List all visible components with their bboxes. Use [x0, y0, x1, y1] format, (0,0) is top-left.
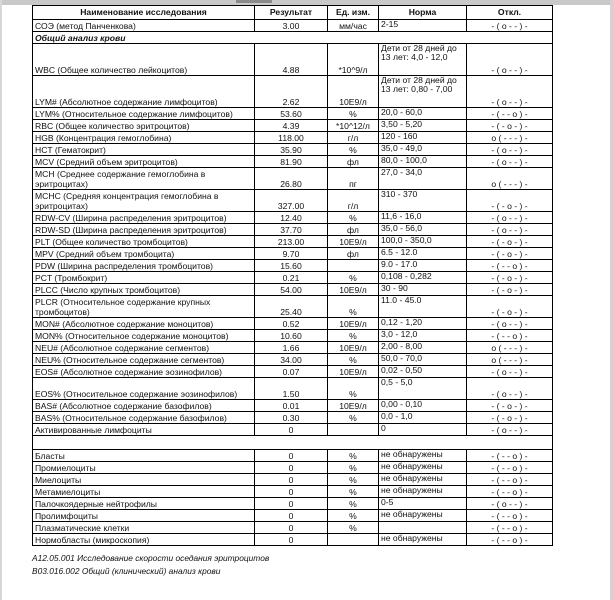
cell-name: PDW (Ширина распределения тромбоцитов) — [33, 260, 255, 272]
cell-unit: 10E9/л — [328, 318, 379, 330]
cell-deviation: - ( - o - ) - — [467, 236, 553, 248]
cell-norm: 3,50 - 5,20 — [379, 120, 467, 132]
cell-name: RDW-SD (Ширина распределения эритроцитов) — [33, 224, 255, 236]
cell-norm: 11,6 - 16,0 — [379, 212, 467, 224]
cell-name: BAS% (Относительное содержание базофилов) — [33, 412, 255, 424]
cell-unit: фл — [328, 248, 379, 260]
cell-unit — [328, 534, 379, 546]
header-norm: Норма — [379, 6, 467, 20]
cell-unit: 10E9/л — [328, 400, 379, 412]
cell-deviation: - ( o - - ) - — [467, 44, 553, 76]
section-title-row — [33, 32, 553, 44]
cell-unit: 10E9/л — [328, 284, 379, 296]
cell-result: 0 — [255, 534, 328, 546]
cell-name: EOS# (Абсолютное содержание эозинофилов) — [33, 366, 255, 378]
cell-unit: % — [328, 144, 379, 156]
cell-name: NEU% (Относительное содержание сегментов) — [33, 354, 255, 366]
table-row-soe — [33, 20, 553, 32]
cell-result: 0 — [255, 522, 328, 534]
cell-result: 37.70 — [255, 224, 328, 236]
table-row — [33, 510, 553, 522]
cell-name: LYM% (Относительное содержание лимфоцитов) — [33, 108, 255, 120]
cell-deviation: - ( o - - ) - — [467, 318, 553, 330]
cell-deviation: - ( o - - ) - — [467, 156, 553, 168]
cell-name: EOS% (Относительное содержание эозинофилов) — [33, 378, 255, 400]
cell-deviation: - ( - - o ) - — [467, 486, 553, 498]
cell-deviation: - ( - - o ) - — [467, 108, 553, 120]
cell-unit: % — [328, 522, 379, 534]
table-row — [33, 474, 553, 486]
table-row — [33, 44, 553, 76]
cell-unit: % — [328, 212, 379, 224]
cell-result: 4.39 — [255, 120, 328, 132]
cell-unit: 10E9/л — [328, 342, 379, 354]
cell-deviation: - ( - - o ) - — [467, 474, 553, 486]
cell-name: MON# (Абсолютное содержание моноцитов) — [33, 318, 255, 330]
cell-result: 26.80 — [255, 168, 328, 190]
cell-deviation: - ( - - o ) - — [467, 330, 553, 342]
cell-norm: 100,0 - 350,0 — [379, 236, 467, 248]
cell-name: Бласты — [33, 450, 255, 462]
table-row — [33, 534, 553, 546]
cell-unit — [328, 424, 379, 436]
cell-deviation: - ( o - - ) - — [467, 224, 553, 236]
cell-result: 0.21 — [255, 272, 328, 284]
cell-name: WBC (Общее количество лейкоцитов) — [33, 44, 255, 76]
cell-result: 3.00 — [255, 20, 328, 32]
cell-deviation: - ( - - o ) - — [467, 462, 553, 474]
cell-unit: % — [328, 378, 379, 400]
header-name: Наименование исследования — [33, 6, 255, 20]
cell-unit: % — [328, 412, 379, 424]
table-row — [33, 168, 553, 190]
cell-name: RBC (Общее количество эритроцитов) — [33, 120, 255, 132]
spacer-cell — [33, 436, 553, 450]
cell-norm: 0,5 - 5,0 — [379, 378, 467, 400]
cell-norm: 0,00 - 0,10 — [379, 400, 467, 412]
table-row — [33, 156, 553, 168]
table-row — [33, 366, 553, 378]
cell-deviation: - ( - - o ) - — [467, 534, 553, 546]
cell-norm: 27,0 - 34,0 — [379, 168, 467, 190]
cell-unit: 10E9/л — [328, 366, 379, 378]
cell-deviation: - ( - o - ) - — [467, 190, 553, 212]
cell-name: Нормобласты (микроскопия) — [33, 534, 255, 546]
cell-unit: г/л — [328, 132, 379, 144]
footer-line-1: A12.05.001 Исследование скорости оседания эритроцитов — [32, 553, 270, 563]
cell-norm: не обнаружены — [379, 510, 467, 522]
table-row — [33, 144, 553, 156]
cell-norm: 2,00 - 8,00 — [379, 342, 467, 354]
table-row — [33, 450, 553, 462]
table-spacer-row — [33, 436, 553, 450]
cell-name: Промиелоциты — [33, 462, 255, 474]
cell-norm — [379, 522, 467, 534]
cell-result: 0.07 — [255, 366, 328, 378]
cell-norm: 6.5 - 12.0 — [379, 248, 467, 260]
cell-norm: 0,108 - 0,282 — [379, 272, 467, 284]
cell-norm: 120 - 160 — [379, 132, 467, 144]
cell-unit — [328, 260, 379, 272]
cell-norm: 80,0 - 100,0 — [379, 156, 467, 168]
cell-result: 9.70 — [255, 248, 328, 260]
cell-norm: 20,0 - 60,0 — [379, 108, 467, 120]
table-row — [33, 522, 553, 534]
cell-norm: не обнаружены — [379, 534, 467, 546]
cell-unit: фл — [328, 156, 379, 168]
footer-line-2: B03.016.002 Общий (клинический) анализ крови — [32, 566, 221, 576]
table-row — [33, 424, 553, 436]
cell-norm: 30 - 90 — [379, 284, 467, 296]
cell-name: PCT (Тромбокрит) — [33, 272, 255, 284]
cell-name: BAS# (Абсолютное содержание базофилов) — [33, 400, 255, 412]
cell-deviation: - ( - o - ) - — [467, 272, 553, 284]
cell-result: 15.60 — [255, 260, 328, 272]
table-row — [33, 378, 553, 400]
cell-name: Пролимфоциты — [33, 510, 255, 522]
cell-name: Плазматические клетки — [33, 522, 255, 534]
table-row — [33, 236, 553, 248]
table-row — [33, 190, 553, 212]
cell-unit: фл — [328, 224, 379, 236]
table-row — [33, 400, 553, 412]
cell-result: 10.60 — [255, 330, 328, 342]
cell-unit: % — [328, 462, 379, 474]
cell-deviation: o ( - - - ) - — [467, 342, 553, 354]
cell-deviation: - ( o - - ) - — [467, 144, 553, 156]
table-row — [33, 260, 553, 272]
cell-unit: пг — [328, 168, 379, 190]
cell-result: 12.40 — [255, 212, 328, 224]
cell-result: 35.90 — [255, 144, 328, 156]
cell-unit: % — [328, 474, 379, 486]
table-row — [33, 248, 553, 260]
cell-name: MCV (Средний объем эритроцитов) — [33, 156, 255, 168]
table-row — [33, 108, 553, 120]
cell-name: NEU# (Абсолютное содержание сегментов) — [33, 342, 255, 354]
cell-unit: % — [328, 498, 379, 510]
cell-norm: 9.0 - 17.0 — [379, 260, 467, 272]
cell-deviation: - ( - o - ) - — [467, 412, 553, 424]
table-row — [33, 296, 553, 318]
table-row — [33, 412, 553, 424]
cell-unit: % — [328, 296, 379, 318]
cell-name: MCHC (Средняя концентрация гемоглобина в эритроцитах) — [33, 190, 255, 212]
cell-deviation: - ( o - - ) - — [467, 378, 553, 400]
cell-deviation: - ( - o - ) - — [467, 296, 553, 318]
left-edge — [0, 0, 2, 600]
table-row — [33, 318, 553, 330]
report-footer — [32, 552, 600, 578]
header-unit: Ед. изм. — [328, 6, 379, 20]
cell-deviation: - ( o - - ) - — [467, 424, 553, 436]
cell-norm: 35,0 - 49,0 — [379, 144, 467, 156]
cell-norm: 11.0 - 45.0 — [379, 296, 467, 318]
cell-name: HGB (Концентрация гемоглобина) — [33, 132, 255, 144]
cell-unit: *10^12/л — [328, 120, 379, 132]
cell-name: MCH (Среднее содержание гемоглобина в эритроцитах) — [33, 168, 255, 190]
table-row — [33, 120, 553, 132]
cell-name: Метамиелоциты — [33, 486, 255, 498]
cell-unit: % — [328, 272, 379, 284]
cell-result: 0 — [255, 450, 328, 462]
cell-result: 1.66 — [255, 342, 328, 354]
cell-deviation: - ( o - - ) - — [467, 20, 553, 32]
cell-norm: не обнаружены — [379, 450, 467, 462]
table-row — [33, 342, 553, 354]
cell-result: 25.40 — [255, 296, 328, 318]
cell-result: 53.60 — [255, 108, 328, 120]
cell-deviation: - ( o - - ) - — [467, 366, 553, 378]
cell-result: 0 — [255, 474, 328, 486]
cell-norm: 0,0 - 1,0 — [379, 412, 467, 424]
cell-norm: Дети от 28 дней до 13 лет: 0,80 - 7,00 — [379, 76, 467, 108]
cell-deviation: o ( - - - ) - — [467, 168, 553, 190]
cell-unit: 10E9/л — [328, 76, 379, 108]
table-row — [33, 462, 553, 474]
cell-name: RDW-CV (Ширина распределения эритроцитов) — [33, 212, 255, 224]
cell-norm: не обнаружены — [379, 486, 467, 498]
cell-deviation: - ( - o - ) - — [467, 120, 553, 132]
cell-unit: % — [328, 330, 379, 342]
cell-unit: г/л — [328, 190, 379, 212]
cell-deviation: - ( - o - ) - — [467, 248, 553, 260]
lab-report-sheet — [32, 5, 600, 578]
cell-result: 0 — [255, 498, 328, 510]
cell-norm: 0,02 - 0,50 — [379, 366, 467, 378]
cell-unit: % — [328, 108, 379, 120]
table-row — [33, 212, 553, 224]
cell-name: СОЭ (метод Панченкова) — [33, 20, 255, 32]
table-row — [33, 272, 553, 284]
cell-unit: % — [328, 354, 379, 366]
cell-deviation: - ( - - o ) - — [467, 522, 553, 534]
cell-deviation: - ( - - o ) - — [467, 510, 553, 522]
cell-name: HCT (Гематокрит) — [33, 144, 255, 156]
cell-norm: не обнаружены — [379, 462, 467, 474]
cell-unit: мм/час — [328, 20, 379, 32]
cell-name: Палочкоядерные нейтрофилы — [33, 498, 255, 510]
cell-deviation: o ( - - - ) - — [467, 354, 553, 366]
cell-unit: % — [328, 510, 379, 522]
cell-norm: 50,0 - 70,0 — [379, 354, 467, 366]
cell-norm: 0-5 — [379, 498, 467, 510]
cell-result: 0 — [255, 424, 328, 436]
top-edge-mark — [236, 0, 272, 3]
cell-norm: 0 — [379, 424, 467, 436]
cell-result: 327.00 — [255, 190, 328, 212]
table-row — [33, 498, 553, 510]
cell-unit: *10^9/л — [328, 44, 379, 76]
cell-name: PLCC (Число крупных тромбоцитов) — [33, 284, 255, 296]
cell-result: 0 — [255, 462, 328, 474]
table-row — [33, 486, 553, 498]
table-row — [33, 354, 553, 366]
cell-result: 0.52 — [255, 318, 328, 330]
cell-deviation: - ( o - - ) - — [467, 212, 553, 224]
cell-unit: % — [328, 450, 379, 462]
cell-norm: 310 - 370 — [379, 190, 467, 212]
cell-norm: 35,0 - 56,0 — [379, 224, 467, 236]
cell-name: Активированные лимфоциты — [33, 424, 255, 436]
cell-result: 0 — [255, 510, 328, 522]
cell-norm: Дети от 28 дней до 13 лет: 4,0 - 12,0 — [379, 44, 467, 76]
cell-name: LYM# (Абсолютное содержание лимфоцитов) — [33, 76, 255, 108]
cell-deviation: o ( - - - ) - — [467, 132, 553, 144]
table-row — [33, 330, 553, 342]
cell-result: 4.88 — [255, 44, 328, 76]
cell-name: MPV (Средний объем тромбоцита) — [33, 248, 255, 260]
cell-norm: 0,12 - 1,20 — [379, 318, 467, 330]
cell-result: 118.00 — [255, 132, 328, 144]
cell-deviation: - ( - - o ) - — [467, 450, 553, 462]
cell-name: PLCR (Относительное содержание крупных тромбоцитов) — [33, 296, 255, 318]
header-deviation: Откл. — [467, 6, 553, 20]
cell-result: 0 — [255, 486, 328, 498]
cell-norm: 2-15 — [379, 20, 467, 32]
table-row — [33, 76, 553, 108]
cell-deviation: - ( o - - ) - — [467, 76, 553, 108]
table-row — [33, 284, 553, 296]
cell-result: 81.90 — [255, 156, 328, 168]
cell-result: 2.62 — [255, 76, 328, 108]
cell-deviation: - ( - - o ) - — [467, 260, 553, 272]
cell-deviation: - ( o - - ) - — [467, 498, 553, 510]
table-row — [33, 224, 553, 236]
cell-result: 34.00 — [255, 354, 328, 366]
cell-result: 1.50 — [255, 378, 328, 400]
cell-unit: % — [328, 486, 379, 498]
cell-name: Миелоциты — [33, 474, 255, 486]
header-result: Результат — [255, 6, 328, 20]
cell-norm: не обнаружены — [379, 474, 467, 486]
table-row — [33, 132, 553, 144]
cell-norm: 3,0 - 12,0 — [379, 330, 467, 342]
table-header-row — [33, 6, 553, 20]
cell-result: 54.00 — [255, 284, 328, 296]
cell-name: MON% (Относительное содержание моноцитов) — [33, 330, 255, 342]
cell-result: 0.30 — [255, 412, 328, 424]
cell-deviation: - ( - o - ) - — [467, 400, 553, 412]
cell-unit: 10E9/л — [328, 236, 379, 248]
cell-name: PLT (Общее количество тромбоцитов) — [33, 236, 255, 248]
cell-result: 0.01 — [255, 400, 328, 412]
cell-result: 213.00 — [255, 236, 328, 248]
lab-results-table — [32, 5, 553, 546]
cell-deviation: - ( - o - ) - — [467, 284, 553, 296]
section-title: Общий анализ крови — [33, 32, 553, 44]
